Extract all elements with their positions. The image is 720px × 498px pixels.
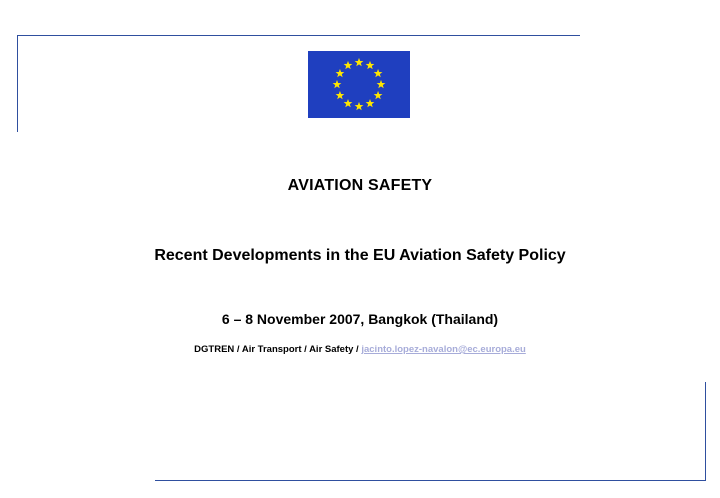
presentation-subtitle: Recent Developments in the EU Aviation Safety Policy <box>154 247 566 264</box>
bottom-frame-rule <box>155 480 706 481</box>
eu-flag-logo <box>308 51 410 118</box>
contact-email-link[interactable]: jacinto.lopez-navalon@ec.europa.eu <box>361 344 526 355</box>
top-frame-rule <box>18 35 580 36</box>
event-date-location: 6 – 8 November 2007, Bangkok (Thailand) <box>221 311 499 327</box>
main-title: AVIATION SAFETY <box>287 177 433 194</box>
right-frame-rule <box>705 382 706 481</box>
left-frame-rule <box>17 35 18 132</box>
contact-line <box>0 344 720 355</box>
contact-prefix: DGTREN / Air Transport / Air Safety / <box>194 344 362 355</box>
